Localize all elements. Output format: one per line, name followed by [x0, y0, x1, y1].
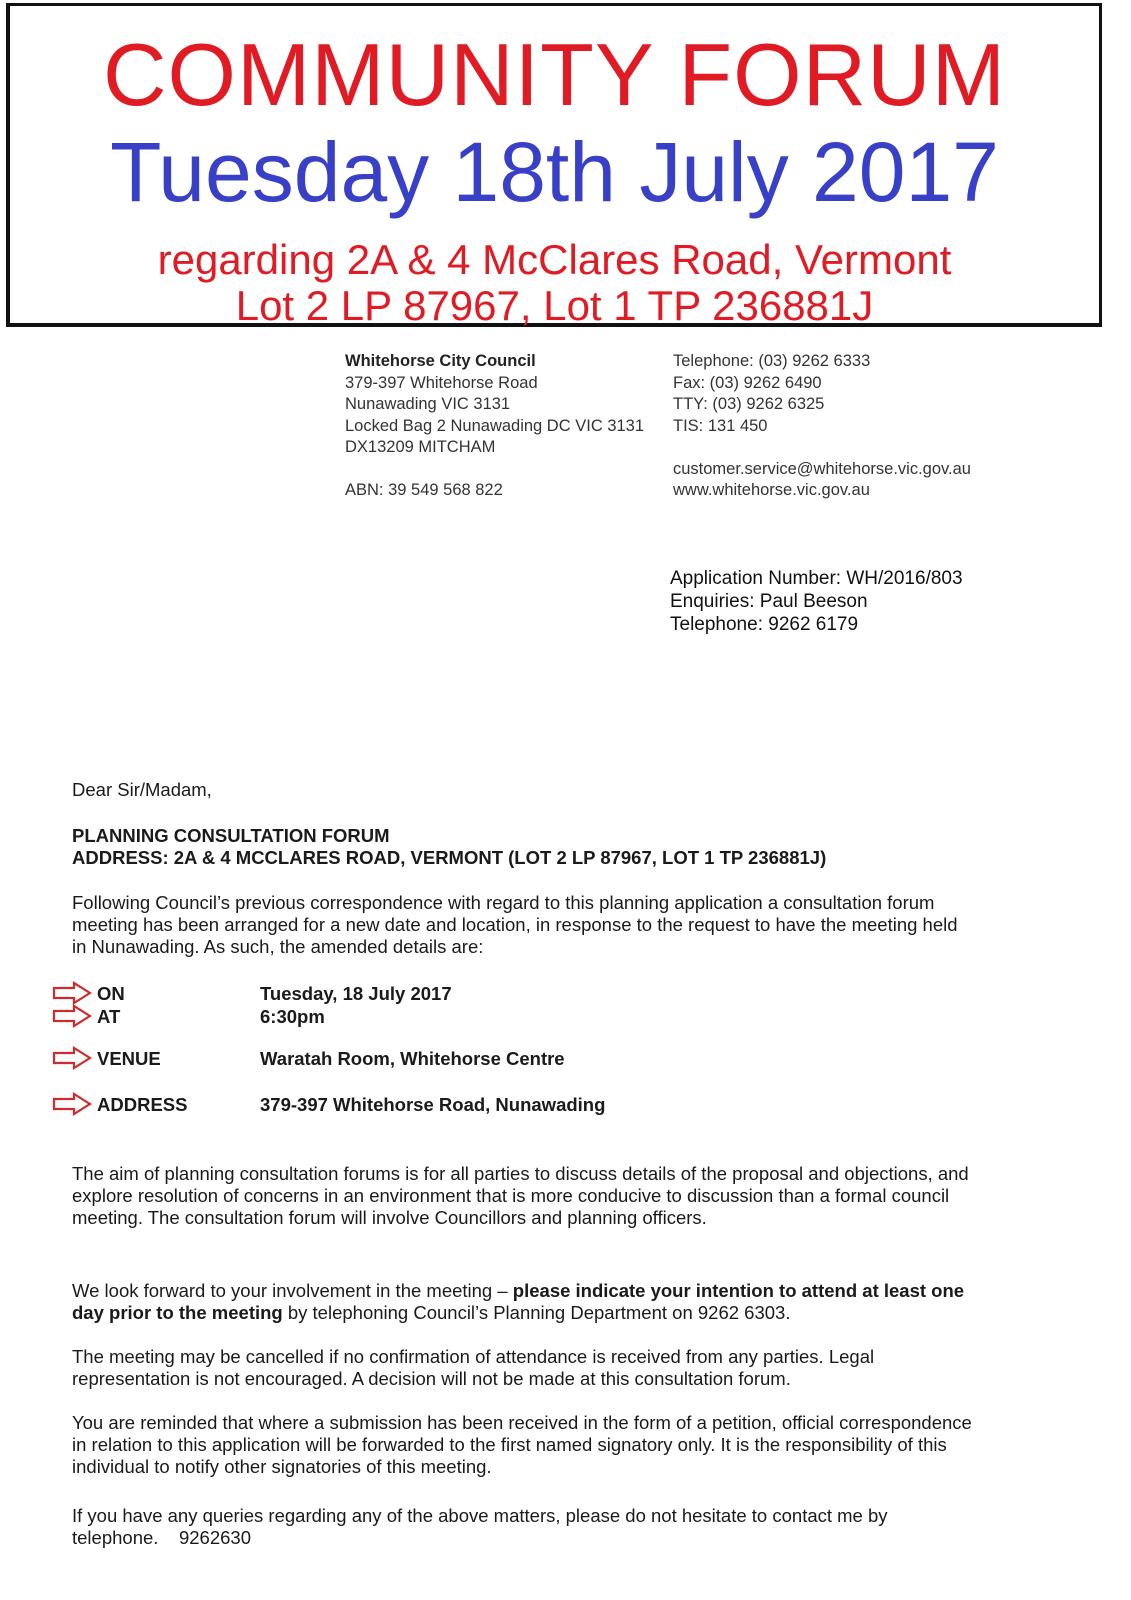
red-arrow-icon — [52, 1046, 92, 1070]
salutation: Dear Sir/Madam, — [72, 779, 212, 800]
banner-regarding: regarding 2A & 4 McClares Road, Vermont — [157, 236, 952, 283]
petition-paragraph: You are reminded that where a submission has been received in the form of a petition, official correspondence in relation to this application will be forwarded to the first named signatory only. It is the responsibility of this individual to notify other signatories of this meeting. — [72, 1412, 972, 1477]
banner-lots: Lot 2 LP 87967, Lot 1 TP 236881J — [235, 282, 874, 329]
aim-paragraph: The aim of planning consultation forums is for all parties to discuss details of the proposal and objections, and explore resolution of concerns in an environment that is more conducive to discussion than a formal council meeting. The consultation forum will involve Councillors and planning officers. — [72, 1163, 969, 1228]
council-address-line: Nunawading VIC 3131 — [345, 395, 511, 413]
letter-heading: PLANNING CONSULTATION FORUM — [72, 825, 390, 846]
detail-value: Tuesday, 18 July 2017 — [260, 983, 452, 1004]
detail-at — [72, 1006, 972, 1030]
council-name: Whitehorse City Council — [345, 352, 536, 370]
application-telephone: Telephone: 9262 6179 — [670, 614, 859, 635]
queries-text: If you have any queries regarding any of the above matters, please do not hesitate to contact me by telephone. — [72, 1505, 888, 1548]
contact-tis: TIS: 131 450 — [673, 416, 768, 435]
detail-value: Waratah Room, Whitehorse Centre — [260, 1048, 565, 1069]
rsvp-text: We look forward to your involvement in the meeting – — [72, 1280, 513, 1301]
detail-label: VENUE — [97, 1048, 161, 1069]
contact-tty: TTY: (03) 9262 6325 — [673, 395, 825, 413]
council-address-line: DX13209 MITCHAM — [345, 438, 496, 456]
rsvp-text-end: by telephoning Council’s Planning Department on 9262 6303. — [282, 1302, 791, 1323]
rsvp-emphasis: please indicate your intention to attend at least one day prior to the meeting — [72, 1280, 965, 1323]
rsvp-paragraph — [72, 1280, 972, 1324]
detail-venue — [72, 1048, 972, 1072]
contact-email-link[interactable]: customer.service@whitehorse.vic.gov.au — [673, 459, 971, 478]
red-arrow-icon — [52, 981, 92, 1005]
contact-fax: Fax: (03) 9262 6490 — [673, 373, 822, 392]
queries-paragraph — [72, 1505, 972, 1549]
contact-telephone: Telephone: (03) 9262 6333 — [673, 352, 871, 370]
red-arrow-icon — [52, 1004, 92, 1028]
detail-address — [72, 1094, 972, 1118]
council-address-block — [345, 351, 644, 502]
council-address-line: 379-397 Whitehorse Road — [345, 373, 538, 392]
red-arrow-icon — [52, 1092, 92, 1116]
contact-website-link[interactable]: www.whitehorse.vic.gov.au — [673, 481, 870, 499]
detail-value: 379-397 Whitehorse Road, Nunawading — [260, 1094, 606, 1115]
council-address-line: Locked Bag 2 Nunawading DC VIC 3131 — [345, 416, 645, 435]
detail-label: ON — [97, 983, 125, 1004]
letter-address-heading: ADDRESS: 2A & 4 MCCLARES ROAD, VERMONT (LOT 2 LP 87967, LOT 1 TP 236881J) — [72, 847, 827, 868]
detail-label: AT — [97, 1006, 121, 1027]
application-enquiries: Enquiries: Paul Beeson — [670, 591, 868, 612]
cancellation-paragraph: The meeting may be cancelled if no confirmation of attendance is received from any parties. Legal representation is not encouraged. A decision will not be made at this consultation forum. — [72, 1346, 875, 1389]
forum-banner — [6, 3, 1102, 327]
intro-paragraph: Following Council’s previous correspondence with regard to this planning application a consultation forum meeting has been arranged for a new date and location, in response to the request to have the meeting held in Nunawading. As such, the amended details are: — [72, 892, 958, 957]
detail-on — [72, 983, 972, 1007]
detail-value: 6:30pm — [260, 1006, 325, 1027]
banner-date: Tuesday 18th July 2017 — [110, 125, 999, 219]
application-number: Application Number: WH/2016/803 — [670, 568, 963, 589]
banner-title: COMMUNITY FORUM — [102, 25, 1007, 124]
council-abn: ABN: 39 549 568 822 — [345, 481, 503, 499]
contact-phone: 9262630 — [178, 1527, 252, 1548]
application-block — [670, 567, 963, 636]
detail-label: ADDRESS — [97, 1094, 188, 1115]
council-contact-block — [673, 351, 971, 502]
